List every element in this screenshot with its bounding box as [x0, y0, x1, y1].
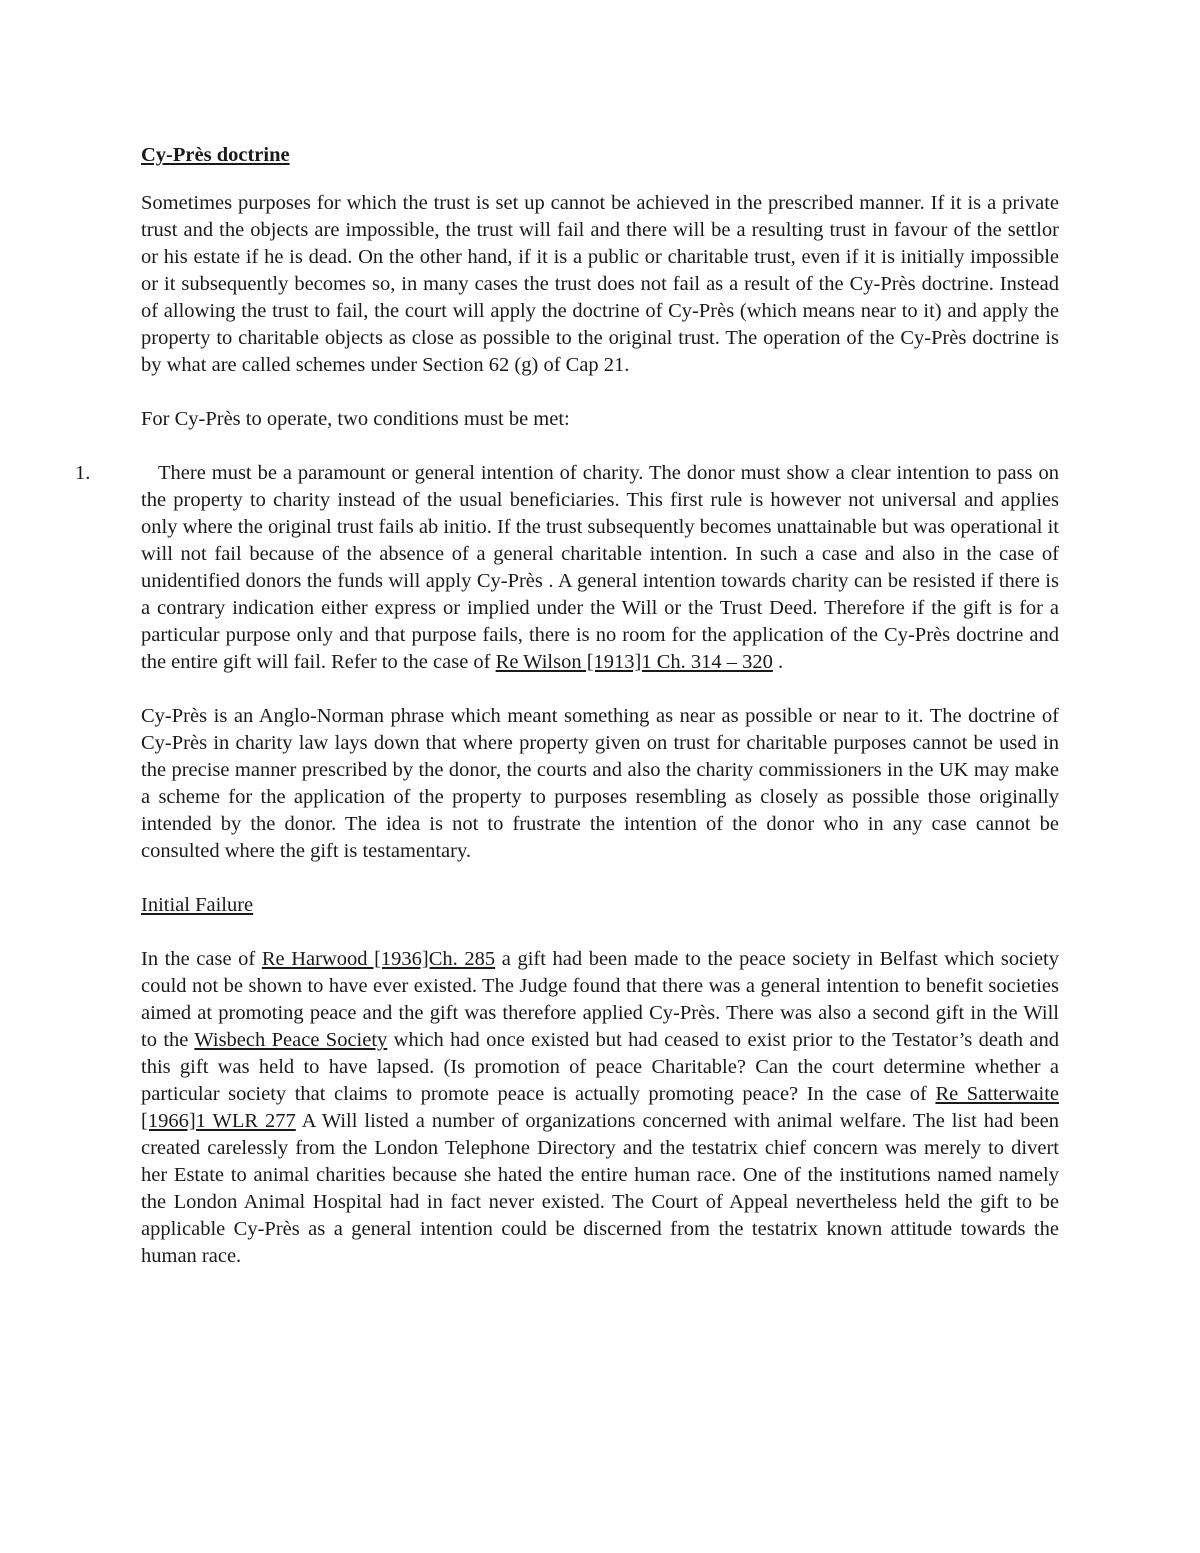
wisbech-society-name: Wisbech Peace Society: [194, 1029, 388, 1051]
anglo-norman-paragraph: Cy-Près is an Anglo-Norman phrase which meant something as near as possible or near to it. The doctrine of Cy-Près in charity law lays down that where property given on trust for charitable purposes cannot be used in the precise manner prescribed by the donor, the courts and also the charity commissioners in the UK may make a scheme for the application of the property to purposes resembling as closely as possible those originally intended by the donor. The idea is not to frustrate the intention of the donor who in any case cannot be consulted where the gift is testamentary.: [141, 705, 1059, 862]
condition-list-item: [75, 460, 1059, 676]
document-title: Cy-Près doctrine: [141, 144, 290, 166]
case-citation-satterwaite: Re Satterwaite [1966]1 WLR 277: [141, 1083, 1060, 1132]
condition-text: [141, 460, 1059, 676]
case-citation-harwood: Re Harwood [1936]Ch. 285: [261, 948, 496, 970]
initial-failure-heading: Initial Failure: [141, 894, 254, 916]
document-body: [75, 142, 1060, 1297]
condition-text-part: There must be a paramount or general intention of charity. The donor must show a clear intention to pass on the property to charity instead of the usual beneficiaries. This first rule is however not universal and applies only where the original trust fails ab initio. If the trust subsequently becomes unattainable but was operational it will not fail because of the absence of a general charitable intention. In such a case and also in the case of unidentified donors the funds will apply Cy-Près . A general intention towards charity can be resisted if there is a contrary indication either express or implied under the Will or the Trust Deed. Therefore if the gift is for a particular purpose only and that purpose fails, there is no room for the application of the Cy-Près doctrine and the entire gift will fail. Refer to the case of: [141, 462, 1059, 673]
intro-paragraph: Sometimes purposes for which the trust is set up cannot be achieved in the prescribed manner. If it is a private trust and the objects are impossible, the trust will fail and there will be a resulting trust in favour of the settlor or his estate if he is dead. On the other hand, if it is a public or charitable trust, even if it is initially impossible or it subsequently becomes so, in many cases the trust does not fail as a result of the Cy-Près doctrine. Instead of allowing the trust to fail, the court will apply the doctrine of Cy-Près (which means near to it) and apply the property to charitable objects as close as possible to the original trust. The operation of the Cy-Près doctrine is by what are called schemes under Section 62 (g) of Cap 21.: [141, 192, 1059, 376]
paragraph-text: which had once existed but had ceased to exist prior to the Testator’s death and this gift was held to have lapsed. (Is promotion of peace Charitable? Can the court determine whether a particular society that claims to promote peace is actually promoting peace? In the case of: [141, 1029, 1059, 1105]
conditions-intro-paragraph: For Cy-Près to operate, two conditions must be met:: [141, 408, 570, 430]
condition-text-end: .: [772, 651, 784, 673]
paragraph-text: In the case of: [141, 948, 262, 970]
paragraph-text: A Will listed a number of organizations concerned with animal welfare. The list had been created carelessly from the London Telephone Directory and the testatrix chief concern was merely to divert her Estate to animal charities because she hated the entire human race. One of the institutions named namely the London Animal Hospital had in fact never existed. The Court of Appeal nevertheless held the gift to be applicable Cy-Près as a general intention could be discerned from the testatrix known attitude towards the human race.: [141, 1110, 1060, 1267]
case-citation-wilson: Re Wilson [1913]1 Ch. 314 – 320: [495, 651, 773, 673]
paragraph-text: a gift had been made to the peace society in Belfast which society could not be shown to have ever existed. The Judge found that there was a general intention to benefit societies aimed at promoting peace and the gift was therefore applied Cy-Près. There was also a second gift in the Will to the: [141, 948, 1060, 1051]
initial-failure-paragraph: [141, 946, 1059, 1270]
list-number: 1.: [75, 462, 91, 484]
